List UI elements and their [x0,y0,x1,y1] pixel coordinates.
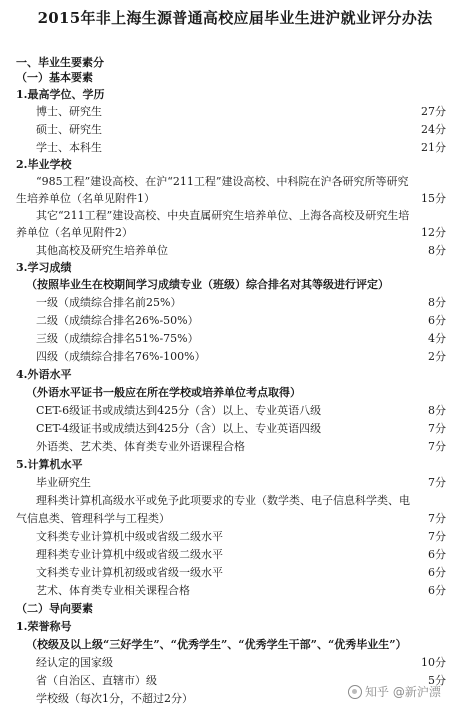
honor-row: 经认定的国家级 10分 [36,656,446,669]
honor-note: （校级及以上级“三好学生”、“优秀学生”、“优秀学生干部”、“优秀毕业生”） [26,638,407,651]
grade-row: 四级（成绩综合排名76%-100%） 2分 [36,350,446,363]
honor-row: 学校级（每次1分，不超过2分） [36,692,193,705]
document-title: 2015年非上海生源普通高校应届毕业生进沪就业评分办法 [37,9,433,27]
lang-note: （外语水平证书一般应在所在学校或培养单位考点取得） [26,386,301,399]
item-heading: 5.计算机水平 [16,458,83,471]
item-heading: 3.学习成绩 [16,261,72,274]
grade-row: 二级（成绩综合排名26%-50%） 6分 [36,314,446,327]
item-heading: 4.外语水平 [16,368,72,381]
school-985-line: “985工程”建设高校、在沪“211工程”建设高校、中科院在沪各研究所等研究 [36,175,409,188]
section-heading: 一、毕业生要素分 [16,56,104,69]
comp-grad-row: 毕业研究生 7分 [36,476,446,489]
comp-sci-line: 理科类计算机高级水平或免予此项要求的专业（数学类、电子信息科学类、电 [36,494,410,507]
grade-row: 一级（成绩综合排名前25%） 8分 [36,296,446,309]
lang-row: 外语类、艺术类、体育类专业外语课程合格 7分 [36,440,446,453]
comp-row: 文科类专业计算机中级或省级二级水平 7分 [36,530,446,543]
comp-row: 理科类专业计算机中级或省级二级水平 6分 [36,548,446,561]
lang-row: CET-6级证书或成绩达到425分（含）以上、专业英语八级 8分 [36,404,446,417]
edu-row: 硕士、研究生 24分 [36,123,446,136]
item-heading: 2.毕业学校 [16,158,72,171]
edu-row: 学士、本科生 21分 [36,141,446,154]
school-211-row: 养单位（名单见附件2） 12分 [16,226,446,239]
item-heading: 1.荣誉称号 [16,620,72,633]
school-other-row: 其他高校及研究生培养单位 8分 [36,244,446,257]
zhihu-watermark-icon [348,685,362,699]
school-211-line: 其它“211工程”建设高校、中央直属研究生培养单位、上海各高校及研究生培 [36,209,410,222]
edu-row: 博士、研究生 27分 [36,105,446,118]
comp-row: 艺术、体育类专业相关课程合格 6分 [36,584,446,597]
grade-row: 三级（成绩综合排名51%-75%） 4分 [36,332,446,345]
watermark [348,683,441,700]
school-985-row: 生培养单位（名单见附件1） 15分 [16,192,446,205]
comp-row: 文科类专业计算机初级或省级一级水平 6分 [36,566,446,579]
watermark-text: 知乎 @新沪漂 [365,685,441,699]
item-heading: 1.最高学位、学历 [16,88,105,101]
subsection-heading: （二）导向要素 [16,602,93,615]
grade-note: （按照毕业生在校期间学习成绩专业（班级）综合排名对其等级进行评定） [26,278,389,291]
subsection-heading: （一）基本要素 [16,71,93,84]
comp-sci-row: 气信息类、管理科学与工程类） 7分 [16,512,446,525]
honor-row: 省（自治区、直辖市）级 5分 [36,674,446,687]
lang-row: CET-4级证书或成绩达到425分（含）以上、专业英语四级 7分 [36,422,446,435]
